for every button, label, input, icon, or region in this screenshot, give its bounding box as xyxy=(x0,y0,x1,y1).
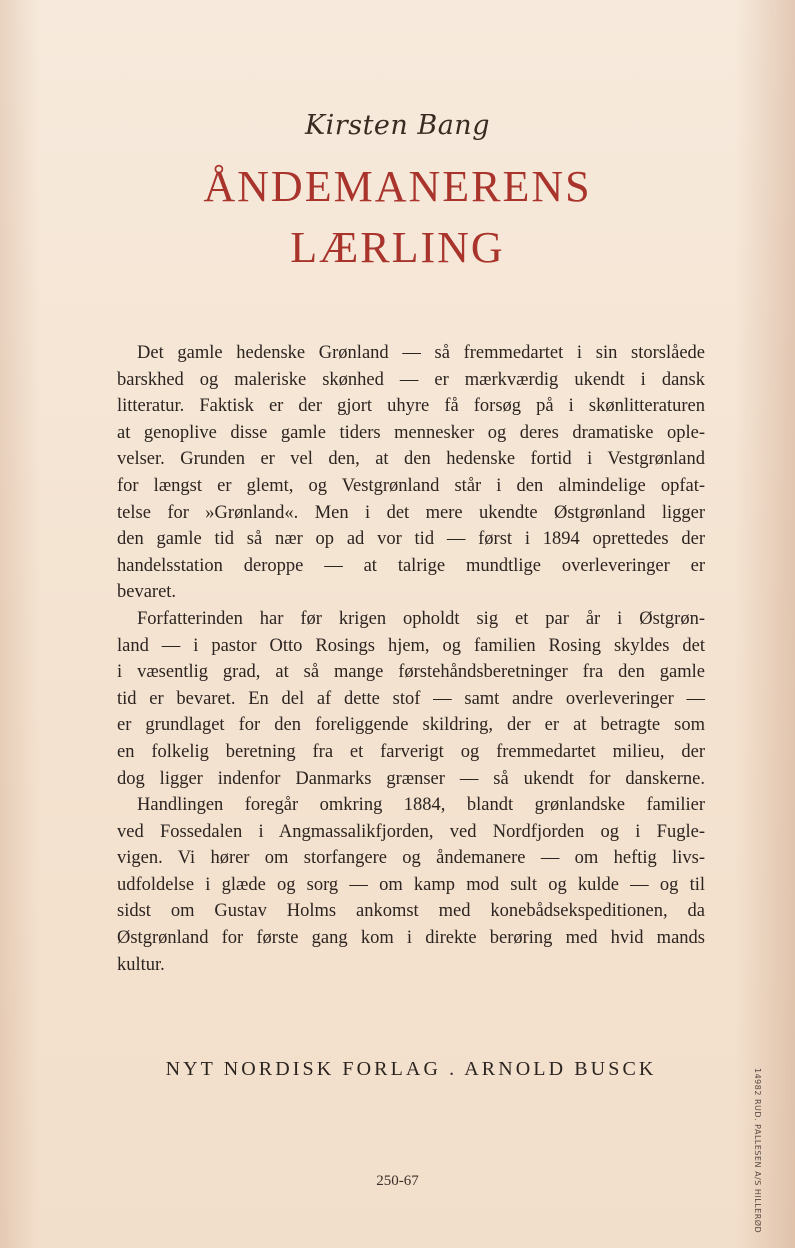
text-line: velser. Grunden er vel den, at den hedenske fortid i Vestgrønland xyxy=(117,449,705,470)
title-line-1: ÅNDEMANERENS xyxy=(203,162,592,211)
text-line: Forfatterinden har før krigen opholdt sig et par år i Østgrøn- xyxy=(137,608,705,629)
blurb xyxy=(117,340,705,978)
text-line: for længst er glemt, og Vestgrønland står i den almindelige opfat- xyxy=(117,475,705,496)
text-line: dog ligger indenfor Danmarks grænser — så ukendt for danskerne. xyxy=(117,768,705,789)
text-line: en folkelig beretning fra et farverigt og fremmedartet milieu, der xyxy=(117,741,705,762)
text-line: er grundlaget for den foreliggende skildring, der er at betragte som xyxy=(117,715,705,736)
text-line: sidst om Gustav Holms ankomst med konebådsekspeditionen, da xyxy=(117,901,705,922)
publisher-name: NYT NORDISK FORLAG . ARNOLD BUSCK xyxy=(165,1058,657,1080)
text-line: i væsentlig grad, at så mange førstehåndsberetninger fra den gamle xyxy=(117,662,705,683)
text-line: bevaret. xyxy=(117,582,177,603)
text-line: udfoldelse i glæde og sorg — om kamp mod sult og kulde — og til xyxy=(117,874,705,895)
text-line: den gamle tid så nær op ad vor tid — først i 1894 oprettedes der xyxy=(117,529,705,550)
catalog-code: 250-67 xyxy=(376,1173,419,1189)
text-line: ved Fossedalen i Angmassalikfjorden, ved Nordfjorden og i Fugle- xyxy=(117,821,705,842)
author-name: Kirsten Bang xyxy=(305,110,490,141)
text-line: Handlingen foregår omkring 1884, blandt grønlandske familier xyxy=(137,795,705,816)
text-line: Østgrønland for første gang kom i direkte berøring med hvid mands xyxy=(117,928,705,949)
text-line: kultur. xyxy=(117,954,165,975)
text-line: land — i pastor Otto Rosings hjem, og familien Rosing skyldes det xyxy=(117,635,705,656)
text-line: tid er bevaret. En del af dette stof — samt andre overleveringer — xyxy=(117,688,705,709)
title-line-2: LÆRLING xyxy=(290,223,505,272)
blurb-paragraph-2 xyxy=(117,606,705,792)
text-line: vigen. Vi hører om storfangere og åndemanere — om heftig livs- xyxy=(117,848,705,869)
blurb-paragraph-3 xyxy=(117,792,705,978)
printer-imprint: 14982 RUD. PALLESEN A/S HILLERØD xyxy=(753,1068,762,1234)
text-line: at genoplive disse gamle tiders mennesker og deres dramatiske ople- xyxy=(117,422,705,443)
blurb-paragraph-1 xyxy=(117,340,705,606)
text-line: barskhed og maleriske skønhed — er mærkværdig ukendt i dansk xyxy=(117,369,705,390)
text-line: handelsstation deroppe — at talrige mundtlige overleveringer er xyxy=(117,555,705,576)
text-line: telse for »Grønland«. Men i det mere ukendte Østgrønland ligger xyxy=(117,502,705,523)
text-line: litteratur. Faktisk er der gjort uhyre få forsøg på i skønlitteraturen xyxy=(117,396,705,417)
text-line: Det gamle hedenske Grønland — så fremmedartet i sin storslåede xyxy=(137,343,705,363)
